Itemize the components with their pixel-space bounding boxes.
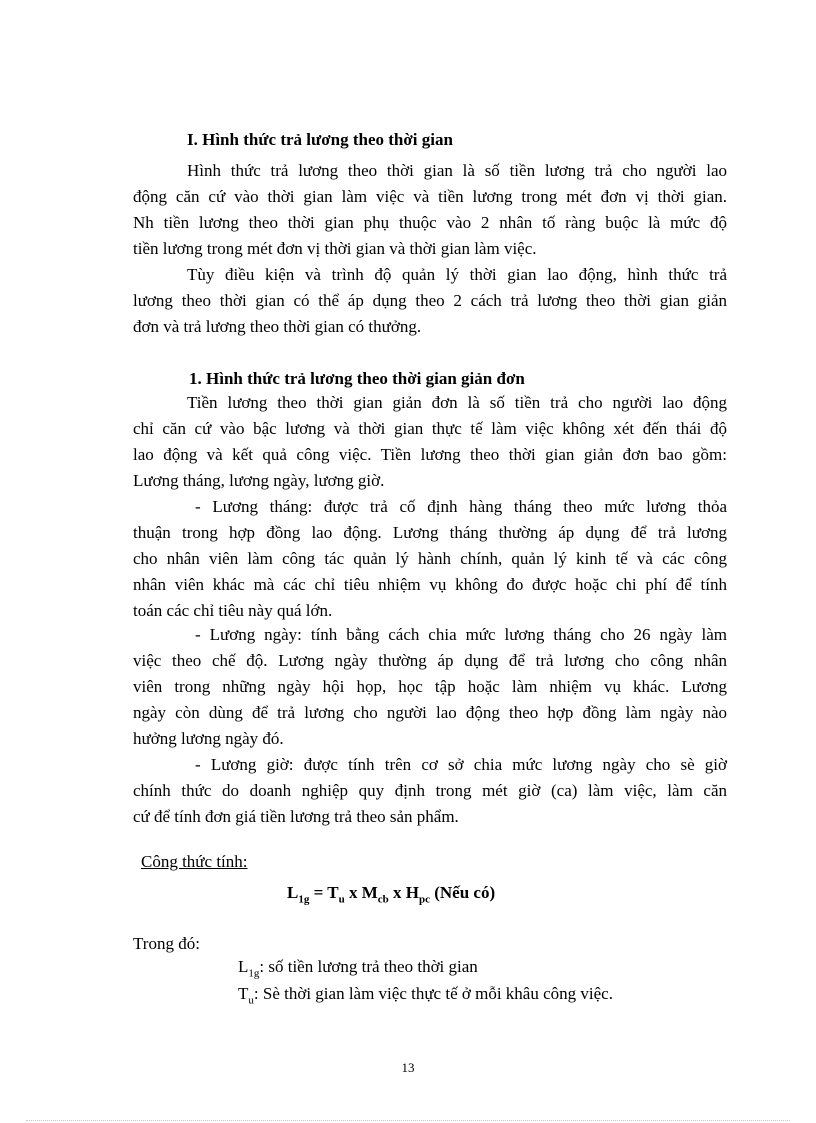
text-line: tiền lương trong mét đơn vị thời gian và thời gian làm việc. (133, 239, 537, 258)
text-line: Nh tiền lương theo thời gian phụ thuộc vào 2 nhân tố ràng buộc là mức độ (133, 213, 727, 232)
formula-note: (Nếu có) (429, 883, 496, 902)
text-line: cứ để tính đơn giá tiền lương trả theo sản phẩm. (133, 807, 459, 826)
definition-text: : Sè thời gian làm việc thực tế ở mỗi khâu công việc. (253, 984, 613, 1003)
formula-subscript: 1g (298, 893, 310, 906)
formula (287, 883, 495, 905)
paragraph (133, 390, 727, 494)
text-line: hưởng lương ngày đó. (133, 729, 284, 748)
paragraph (133, 262, 727, 340)
definition-symbol: T (238, 984, 249, 1003)
definition-symbol: L (238, 957, 249, 976)
definition-text: : số tiền lương trả theo thời gian (259, 957, 478, 976)
text-line: lao động và kết quả công việc. Tiền lương theo thời gian giản đơn bao gồm: (133, 445, 727, 464)
formula-term: x H (388, 883, 419, 902)
text-line: Hình thức trả lương theo thời gian là số tiền lương trả cho người lao (187, 161, 727, 180)
text-line: nhân viên khác mà các chỉ tiêu nhiệm vụ không đo được hoặc chi phí để tính (133, 575, 727, 594)
text-line: - Lương tháng: được trả cố định hàng tháng theo mức lương thỏa (195, 497, 727, 516)
text-line: thuận trong hợp đồng lao động. Lương tháng thường áp dụng để trả lương (133, 523, 727, 542)
definition-subscript: 1g (248, 967, 260, 980)
text-line: cho nhân viên làm công tác quản lý hành chính, quản lý kinh tế và các công (133, 549, 727, 568)
formula-symbol: L (287, 883, 299, 902)
formula-symbol: T (327, 883, 339, 902)
paragraph (133, 494, 727, 624)
text-line: đơn và trả lương theo thời gian có thưởng. (133, 317, 422, 336)
formula-subscript: cb (377, 893, 389, 906)
text-line: động căn cứ vào thời gian làm việc và tiền lương trong mét đơn vị thời gian. (133, 187, 727, 206)
page-border-line (26, 1120, 790, 1121)
text-line: chỉ căn cứ vào bậc lương và thời gian thực tế làm việc không xét đến thái độ (133, 419, 727, 438)
text-line: Lương tháng, lương ngày, lương giờ. (133, 471, 385, 490)
paragraph (133, 158, 727, 262)
formula-operator: = (309, 883, 328, 902)
section-heading: I. Hình thức trả lương theo thời gian (187, 130, 453, 149)
definition-line (238, 984, 613, 1006)
paragraph (133, 622, 727, 752)
text-line: toán các chỉ tiêu này quá lớn. (133, 601, 333, 620)
formula-label: Công thức tính: (141, 852, 248, 871)
formula-term: x M (344, 883, 378, 902)
paragraph (133, 752, 727, 830)
subsection-heading: 1. Hình thức trả lương theo thời gian giản đơn (189, 369, 525, 388)
text-line: Tùy điều kiện và trình độ quản lý thời gian lao động, hình thức trả (187, 265, 727, 284)
formula-subscript: pc (418, 893, 430, 906)
definition-line (238, 957, 478, 979)
text-line: lương theo thời gian có thể áp dụng theo 2 cách trả lương theo thời gian giản (133, 291, 727, 310)
formula-subscript: u (338, 893, 345, 906)
text-line: Tiền lương theo thời gian giản đơn là số tiền trả cho người lao động (187, 393, 727, 412)
text-line: việc theo chế độ. Lương ngày thường áp dụng để trả lương cho công nhân (133, 651, 727, 670)
text-line: viên trong những ngày hội họp, học tập hoặc làm nhiệm vụ khác. Lương (133, 677, 727, 696)
definition-subscript: u (248, 994, 254, 1007)
text-line: ngày còn dùng để trả lương cho người lao động theo hợp đồng làm ngày nào (133, 703, 727, 722)
text-line: - Lương ngày: tính bằng cách chia mức lương tháng cho 26 ngày làm (195, 625, 727, 644)
text-line: chính thức do doanh nghiệp quy định trong mét giờ (ca) làm việc, làm căn (133, 781, 727, 800)
where-label: Trong đó: (133, 934, 200, 953)
page-number: 13 (401, 1060, 415, 1075)
text-line: - Lương giờ: được tính trên cơ sở chia mức lương ngày cho sè giờ (195, 755, 727, 774)
